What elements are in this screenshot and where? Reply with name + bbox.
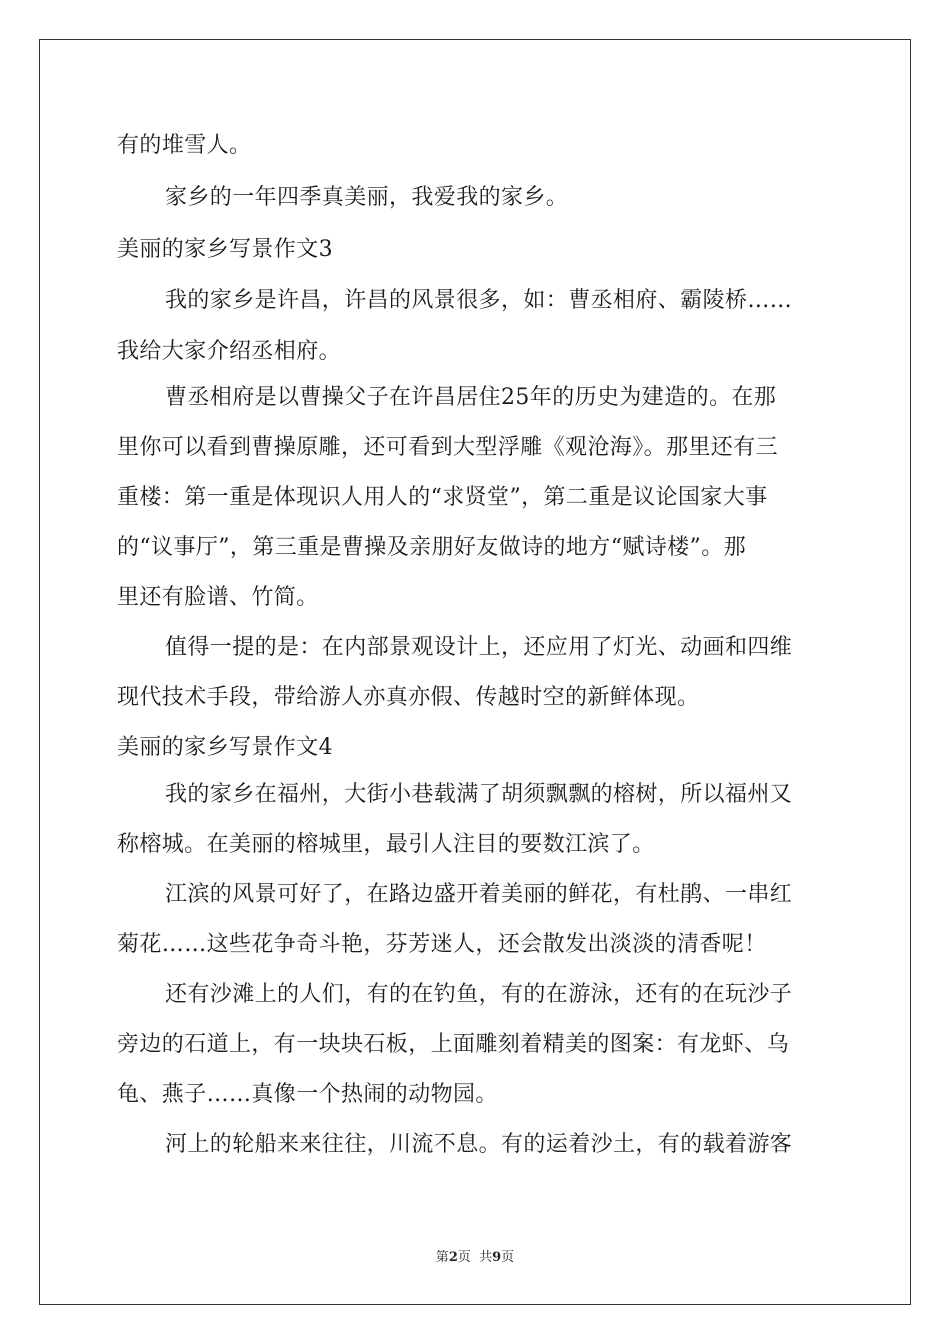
text-line: 江滨的风景可好了，在路边盛开着美丽的鲜花，有杜鹃、一串红: [165, 882, 793, 907]
text-line: 有的堆雪人。: [117, 133, 252, 158]
page-suffix: 页: [501, 1250, 515, 1265]
text-line: 还有沙滩上的人们，有的在钓鱼，有的在游泳，还有的在玩沙子: [165, 982, 793, 1007]
text-line: 的“议事厅”，第三重是曹操及亲朋好友做诗的地方“赋诗楼”。那: [117, 535, 746, 560]
current-page-number: 2: [448, 1250, 458, 1265]
text-line: 龟、燕子……真像一个热闹的动物园。: [117, 1082, 498, 1107]
text-line: 家乡的一年四季真美丽，我爱我的家乡。: [165, 185, 569, 210]
text-line: 里还有脸谱、竹简。: [117, 585, 319, 610]
text-line: 值得一提的是：在内部景观设计上，还应用了灯光、动画和四维: [165, 635, 793, 660]
text-line: 曹丞相府是以曹操父子在许昌居住25年的历史为建造的。在那: [165, 385, 777, 410]
section-heading: 美丽的家乡写景作文4: [117, 735, 333, 760]
page-number-footer: [0, 1249, 950, 1267]
text-line: 我给大家介绍丞相府。: [117, 339, 342, 364]
text-line: 我的家乡在福州，大街小巷载满了胡须飘飘的榕树，所以福州又: [165, 782, 793, 807]
text-line: 现代技术手段，带给游人亦真亦假、传越时空的新鲜体现。: [117, 685, 700, 710]
text-line: 菊花……这些花争奇斗艳，芬芳迷人，还会散发出淡淡的清香呢！: [117, 932, 767, 957]
text-line: 河上的轮船来来往往，川流不息。有的运着沙土，有的载着游客: [165, 1132, 793, 1157]
text-line: 称榕城。在美丽的榕城里，最引人注目的要数江滨了。: [117, 832, 655, 857]
page-frame: [39, 39, 911, 1305]
page-prefix: 第: [435, 1250, 449, 1265]
section-heading: 美丽的家乡写景作文3: [117, 237, 333, 262]
total-pages-number: 9: [492, 1250, 502, 1265]
text-line: 旁边的石道上，有一块块石板，上面雕刻着精美的图案：有龙虾、乌: [117, 1032, 790, 1057]
text-line: 重楼：第一重是体现识人用人的“求贤堂”，第二重是议论国家大事: [117, 485, 768, 510]
page-mid: 页 共: [457, 1250, 493, 1265]
text-line: 里你可以看到曹操原雕，还可看到大型浮雕《观沧海》。那里还有三: [117, 435, 779, 460]
text-line: 我的家乡是许昌，许昌的风景很多，如：曹丞相府、霸陵桥……: [165, 288, 793, 313]
